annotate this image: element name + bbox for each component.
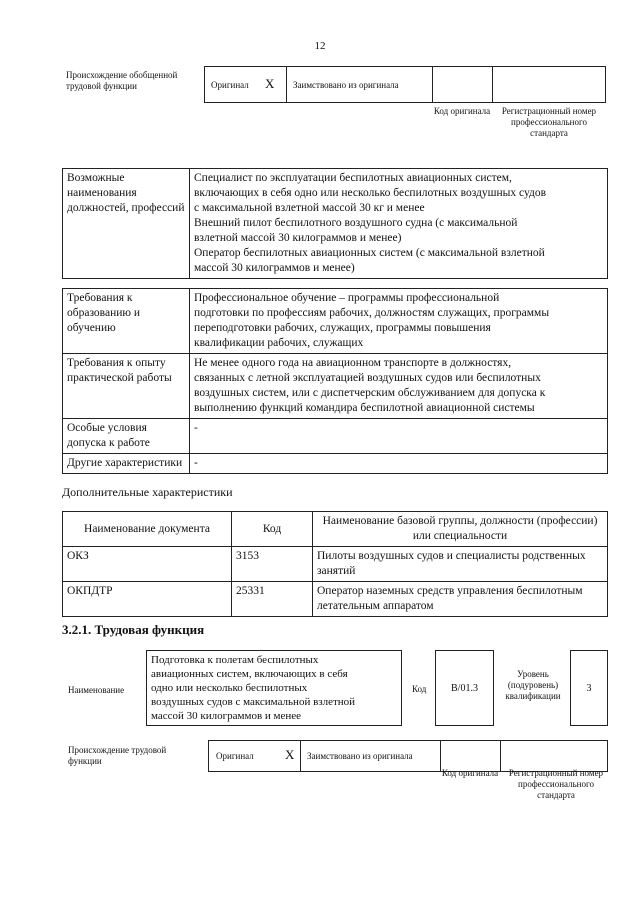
page-number: 12 [314, 40, 326, 52]
table-row [63, 547, 608, 582]
row-name: Оператор наземных средств управления беспилотным летательным аппаратом [313, 582, 608, 617]
origin-original-label: Оригинал [211, 80, 249, 90]
positions-line: Оператор беспилотных авиационных систем (с максимальной взлетной [194, 247, 545, 259]
table-row [63, 582, 608, 617]
origin2-original-cell [209, 741, 301, 771]
origin2-code-caption: Код оригинала [441, 768, 499, 778]
function-heading: 3.2.1. Трудовая функция [62, 622, 205, 637]
header-doc: Наименование документа [63, 512, 232, 547]
requirement-line: переподготовки рабочих, служащих, программы повышения [194, 322, 491, 334]
function-name-line: массой 30 килограммов и менее [151, 710, 302, 722]
requirement-line: выполнению функций командира беспилотной авиационной системы [194, 402, 535, 414]
function-name-line: Подготовка к полетам беспилотных [151, 654, 319, 666]
requirement-row [63, 354, 608, 419]
origin-original-mark: X [265, 76, 275, 91]
requirement-line: квалификации рабочих, служащих [194, 337, 364, 349]
origin-code-cell [433, 67, 493, 102]
requirement-text: - [190, 419, 608, 454]
function-name-line: одно или несколько беспилотных [151, 682, 308, 694]
origin2-code-cell [441, 741, 501, 771]
requirement-line: Не менее одного года на авиационном транспорте в должностях, [194, 357, 512, 369]
positions-line: с максимальной взлетной массой 30 кг и менее [194, 202, 425, 214]
requirement-label: Требования к опыту практической работы [63, 354, 190, 419]
requirement-line: связанных с летной эксплуатацией воздушных судов или беспилотных [194, 372, 541, 384]
function-name-box [146, 650, 402, 726]
function-name-line: авиационных систем, включающих в себя [151, 668, 348, 680]
origin-table [204, 66, 606, 103]
requirement-label: Особые условия допуска к работе [63, 419, 190, 454]
positions-line: Внешний пилот беспилотного воздушного судна (с максимальной [194, 217, 518, 229]
requirements-table [62, 288, 608, 474]
function-name-line: воздушных судов с максимальной взлетной [151, 696, 356, 708]
header-code: Код [232, 512, 313, 547]
requirement-line: Профессиональное обучение – программы профессиональной [194, 292, 500, 304]
function-code-label: Код [412, 684, 427, 694]
origin2-original-mark: X [285, 747, 295, 762]
positions-line: массой 30 килограммов и менее) [194, 262, 355, 274]
requirement-row [63, 419, 608, 454]
requirement-label: Требования к образованию и обучению [63, 289, 190, 354]
positions-line: взлетной массой 30 килограммов и менее) [194, 232, 402, 244]
requirement-text: - [190, 454, 608, 474]
requirement-row [63, 454, 608, 474]
origin-reg-cell [493, 67, 605, 102]
origin2-borrowed-cell [301, 741, 441, 771]
positions-line: Специалист по эксплуатации беспилотных авиационных систем, [194, 172, 512, 184]
header-name: Наименование базовой группы, должности (профессии) или специальности [313, 512, 608, 547]
origin-original-cell [205, 67, 287, 102]
origin2-reg-caption: Регистрационный номер профессионального стандарта [508, 768, 604, 800]
origin-reg-caption: Регистрационный номер профессионального стандарта [501, 106, 597, 138]
requirement-label: Другие характеристики [63, 454, 190, 474]
requirement-line: воздушных систем, или с диспетчерским обслуживанием для допуска к [194, 387, 546, 399]
origin-borrowed-label: Заимствовано из оригинала [293, 80, 399, 90]
origin2-original-label: Оригинал [216, 751, 254, 761]
requirement-row [63, 289, 608, 354]
positions-table [62, 168, 608, 279]
row-doc: ОКПДТР [63, 582, 232, 617]
row-code: 25331 [232, 582, 313, 617]
origin2-borrowed-label: Заимствовано из оригинала [307, 751, 413, 761]
row-code: 3153 [232, 547, 313, 582]
positions-line: включающих в себя одно или несколько беспилотных воздушных судов [194, 187, 547, 199]
origin-borrowed-cell [287, 67, 433, 102]
additional-table [62, 511, 608, 617]
requirement-line: подготовки по профессиям рабочих, должностям служащих, программы [194, 307, 550, 319]
requirement-text [190, 289, 608, 354]
function-name-label: Наименование [68, 685, 125, 695]
function-level-label: Уровень (подуровень) квалификации [505, 669, 561, 701]
origin2-reg-cell [501, 741, 607, 771]
function-level-value: 3 [570, 650, 608, 726]
requirement-text [190, 354, 608, 419]
function-code-value: B/01.3 [435, 650, 494, 726]
positions-label: Возможные наименования должностей, профессий [63, 169, 190, 279]
additional-header-row [63, 512, 608, 547]
origin-code-caption: Код оригинала [433, 106, 491, 116]
origin2-label: Происхождение трудовой функции [68, 745, 167, 766]
origin-label: Происхождение обобщенной трудовой функции [66, 70, 178, 91]
row-doc: ОКЗ [63, 547, 232, 582]
additional-heading: Дополнительные характеристики [62, 485, 233, 499]
row-name: Пилоты воздушных судов и специалисты родственных занятий [313, 547, 608, 582]
positions-text [190, 169, 608, 279]
